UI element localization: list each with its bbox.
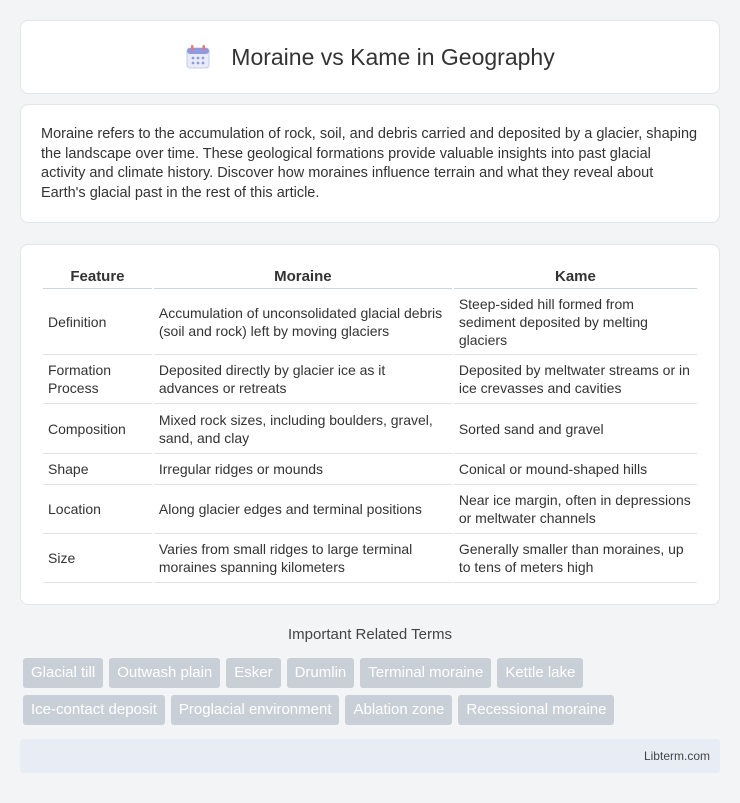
table-row <box>43 404 697 454</box>
row-moraine: Varies from small ridges to large terminal moraines spanning kilometers <box>154 534 452 583</box>
tag-recessional-moraine[interactable]: Recessional moraine <box>458 695 614 725</box>
related-terms-title: Important Related Terms <box>288 626 452 643</box>
row-kame: Steep-sided hill formed from sediment deposited by melting glaciers <box>454 289 697 355</box>
row-kame: Sorted sand and gravel <box>454 404 697 454</box>
row-kame: Generally smaller than moraines, up to tens of meters high <box>454 534 697 583</box>
page-title: Moraine vs Kame in Geography <box>231 43 555 70</box>
calendar-grid-icon <box>185 44 211 70</box>
row-feature: Composition <box>43 404 152 454</box>
header-feature: Feature <box>43 265 152 289</box>
intro-paragraph: Moraine refers to the accumulation of rock, soil, and debris carried and deposited by a glacier, shaping the landscape over time. These geological formations provide valuable insights into past glacial activity and climate history. Discover how moraines influence terrain and what they reveal about Earth's glacial past in the rest of this article. <box>41 126 698 201</box>
table-row <box>43 355 697 404</box>
row-feature: Size <box>43 534 152 583</box>
table-row <box>43 289 697 355</box>
header-moraine: Moraine <box>154 265 452 289</box>
tag-drumlin[interactable]: Drumlin <box>287 658 355 688</box>
tag-glacial-till[interactable]: Glacial till <box>23 658 103 688</box>
title-card <box>20 20 720 94</box>
tag-ice-contact-deposit[interactable]: Ice-contact deposit <box>23 695 165 725</box>
row-feature: Formation Process <box>43 355 152 404</box>
related-terms-list <box>23 658 723 732</box>
comparison-card <box>20 244 720 605</box>
tag-ablation-zone[interactable]: Ablation zone <box>345 695 452 725</box>
table-row <box>43 454 697 485</box>
header-kame: Kame <box>454 265 697 289</box>
tag-proglacial-environment[interactable]: Proglacial environment <box>171 695 340 725</box>
comparison-table <box>41 265 699 583</box>
row-moraine: Irregular ridges or mounds <box>154 454 452 485</box>
row-kame: Near ice margin, often in depressions or meltwater channels <box>454 485 697 534</box>
row-moraine: Deposited directly by glacier ice as it advances or retreats <box>154 355 452 404</box>
table-row <box>43 485 697 534</box>
row-moraine: Along glacier edges and terminal positions <box>154 485 452 534</box>
footer <box>20 739 720 773</box>
intro-card <box>20 104 720 223</box>
row-feature: Definition <box>43 289 152 355</box>
table-header-row <box>43 265 697 289</box>
tag-terminal-moraine[interactable]: Terminal moraine <box>360 658 491 688</box>
row-kame: Conical or mound-shaped hills <box>454 454 697 485</box>
tag-outwash-plain[interactable]: Outwash plain <box>109 658 220 688</box>
row-kame: Deposited by meltwater streams or in ice crevasses and cavities <box>454 355 697 404</box>
row-moraine: Mixed rock sizes, including boulders, gravel, sand, and clay <box>154 404 452 454</box>
row-moraine: Accumulation of unconsolidated glacial debris (soil and rock) left by moving glaciers <box>154 289 452 355</box>
tag-kettle-lake[interactable]: Kettle lake <box>497 658 583 688</box>
footer-site-link[interactable]: Libterm.com <box>643 749 710 763</box>
tag-esker[interactable]: Esker <box>226 658 280 688</box>
table-row <box>43 534 697 583</box>
row-feature: Location <box>43 485 152 534</box>
row-feature: Shape <box>43 454 152 485</box>
